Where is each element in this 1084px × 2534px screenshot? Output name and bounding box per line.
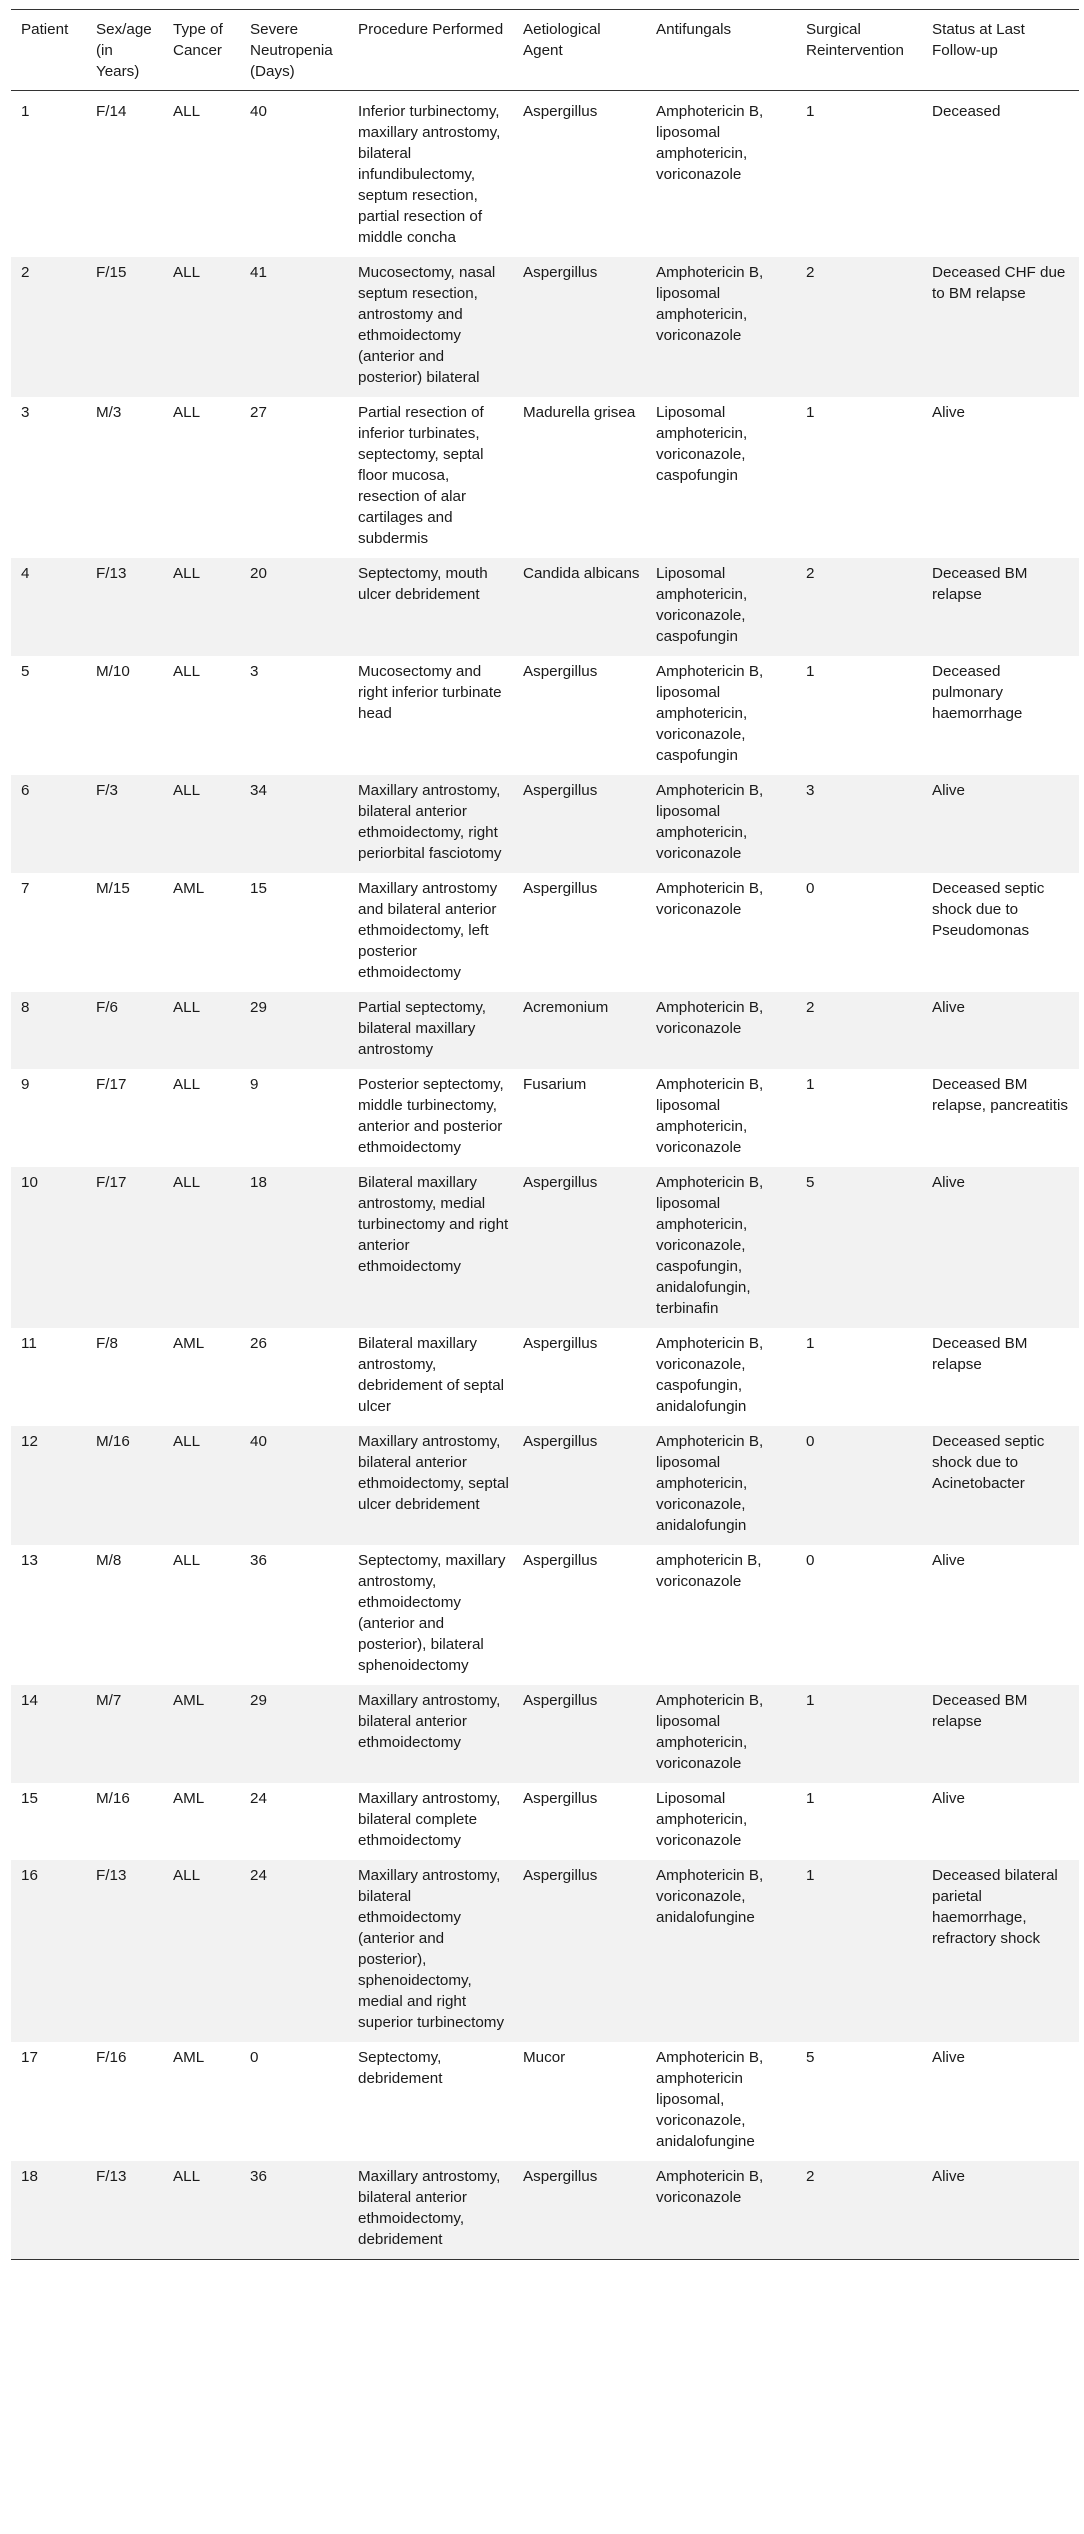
cell-procedure: Maxillary antrostomy, bilateral anterior ethmoidectomy, debridement	[348, 2161, 513, 2260]
cell-procedure: Mucosectomy, nasal septum resection, antrostomy and ethmoidectomy (anterior and posterior) bilateral	[348, 257, 513, 397]
cell-cancer-type: ALL	[163, 257, 240, 397]
cell-procedure: Bilateral maxillary antrostomy, debridement of septal ulcer	[358, 1335, 505, 1415]
cell-sex-age: F/8	[96, 1335, 118, 1352]
cell-patient: 11	[21, 1335, 37, 1352]
cell-antifungals: Liposomal amphotericin, voriconazole	[656, 1790, 748, 1849]
cell-patient: 15	[21, 1790, 38, 1807]
cell-status: Deceased BM relapse	[922, 1685, 1079, 1783]
cell-neutropenia: 20	[240, 558, 348, 656]
cell-procedure: Septectomy, debridement	[358, 2049, 443, 2087]
cell-procedure: Bilateral maxillary antrostomy, medial turbinectomy and right anterior ethmoidectomy	[348, 1167, 513, 1328]
cell-procedure: Inferior turbinectomy, maxillary antrostomy, bilateral infundibulectomy, septum resection, partial resection of middle concha	[358, 103, 501, 246]
table-row	[11, 656, 1079, 775]
cell-procedure: Septectomy, mouth ulcer debridement	[348, 558, 513, 656]
cell-patient: 6	[11, 775, 86, 873]
cell-reintervention: 1	[806, 404, 815, 421]
cell-antifungals: Amphotericin B, liposomal amphotericin, voriconazole	[656, 103, 764, 183]
cell-antifungals: Amphotericin B, liposomal amphotericin, voriconazole	[646, 1685, 796, 1783]
cell-cancer-type: ALL	[163, 775, 240, 873]
cell-cancer-type: ALL	[163, 992, 240, 1069]
cell-agent: Aspergillus	[523, 880, 598, 897]
cell-patient: 12	[11, 1426, 86, 1545]
cell-status: Deceased pulmonary haemorrhage	[932, 663, 1023, 722]
cell-procedure: Posterior septectomy, middle turbinectomy, anterior and posterior ethmoidectomy	[358, 1076, 504, 1156]
cell-status: Alive	[932, 404, 965, 421]
cell-reintervention: 1	[796, 1860, 922, 2042]
cell-reintervention: 5	[796, 1167, 922, 1328]
cell-neutropenia: 24	[250, 1790, 267, 1807]
table-row	[11, 1167, 1079, 1328]
cell-agent: Aspergillus	[513, 1167, 646, 1328]
cell-sex-age: M/3	[96, 404, 122, 421]
cell-reintervention: 0	[806, 880, 815, 897]
cell-neutropenia: 36	[240, 2161, 348, 2260]
cell-patient: 18	[11, 2161, 86, 2260]
cell-sex-age: F/14	[96, 103, 127, 120]
cell-sex-age: M/7	[86, 1685, 163, 1783]
cell-sex-age: M/15	[96, 880, 130, 897]
cell-reintervention: 2	[796, 558, 922, 656]
cell-procedure: Maxillary antrostomy, bilateral anterior ethmoidectomy, septal ulcer debridement	[348, 1426, 513, 1545]
cell-antifungals: Amphotericin B, amphotericin liposomal, voriconazole, anidalofungine	[656, 2049, 764, 2150]
cell-patient: 1	[21, 103, 30, 120]
header-sex-age: Sex/age (in Years)	[96, 21, 152, 80]
cell-agent: Mucor	[523, 2049, 566, 2066]
cell-neutropenia: 36	[250, 1552, 267, 1569]
cell-patient: 13	[21, 1552, 38, 1569]
cell-neutropenia: 27	[250, 404, 267, 421]
cell-agent: Aspergillus	[513, 2161, 646, 2260]
cell-neutropenia: 29	[240, 992, 348, 1069]
cell-cancer-type: AML	[163, 1685, 240, 1783]
cell-status: Alive	[922, 1167, 1079, 1328]
cell-agent: Candida albicans	[513, 558, 646, 656]
cell-cancer-type: ALL	[173, 1552, 201, 1569]
cell-reintervention: 0	[806, 1552, 815, 1569]
cell-procedure: Septectomy, maxillary antrostomy, ethmoidectomy (anterior and posterior), bilateral sphenoidectomy	[358, 1552, 506, 1674]
cell-procedure: Maxillary antrostomy, bilateral anterior ethmoidectomy	[348, 1685, 513, 1783]
cell-patient: 4	[11, 558, 86, 656]
cell-status: Deceased bilateral parietal haemorrhage, refractory shock	[922, 1860, 1079, 2042]
cell-agent: Acremonium	[513, 992, 646, 1069]
header-neutropenia: Severe Neutropenia (Days)	[250, 21, 333, 80]
cell-agent: Aspergillus	[523, 1552, 598, 1569]
cell-neutropenia: 29	[240, 1685, 348, 1783]
cell-reintervention: 1	[806, 663, 815, 680]
cell-neutropenia: 40	[250, 103, 267, 120]
cell-sex-age: M/16	[96, 1790, 130, 1807]
header-status: Status at Last Follow-up	[932, 21, 1025, 59]
cell-sex-age: F/16	[96, 2049, 127, 2066]
cell-sex-age: F/3	[86, 775, 163, 873]
cell-status: Deceased septic shock due to Acinetobacter	[922, 1426, 1079, 1545]
cell-procedure: Partial resection of inferior turbinates, septectomy, septal floor mucosa, resection of alar cartilages and subdermis	[358, 404, 484, 547]
cell-cancer-type: ALL	[173, 404, 201, 421]
cell-neutropenia: 34	[240, 775, 348, 873]
cell-reintervention: 1	[796, 1685, 922, 1783]
cell-agent: Fusarium	[523, 1076, 587, 1093]
cell-sex-age: F/13	[86, 2161, 163, 2260]
cell-procedure: Maxillary antrostomy, bilateral anterior ethmoidectomy, right periorbital fasciotomy	[348, 775, 513, 873]
cell-procedure: Partial septectomy, bilateral maxillary antrostomy	[348, 992, 513, 1069]
table-row	[11, 775, 1079, 873]
header-procedure: Procedure Performed	[358, 21, 504, 38]
cell-cancer-type: ALL	[163, 558, 240, 656]
cell-antifungals: amphotericin B, voriconazole	[656, 1552, 762, 1590]
cell-agent: Aspergillus	[513, 1860, 646, 2042]
cell-reintervention: 1	[806, 103, 815, 120]
cell-cancer-type: ALL	[163, 2161, 240, 2260]
cell-agent: Aspergillus	[513, 775, 646, 873]
table-container	[11, 9, 1079, 2260]
cell-patient: 3	[21, 404, 30, 421]
cell-cancer-type: ALL	[173, 1076, 201, 1093]
cell-status: Deceased	[932, 103, 1001, 120]
cell-patient: 5	[21, 663, 30, 680]
cell-status: Alive	[932, 1552, 965, 1569]
cell-agent: Aspergillus	[513, 1426, 646, 1545]
cell-procedure: Mucosectomy and right inferior turbinate head	[358, 663, 502, 722]
cell-agent: Aspergillus	[523, 103, 598, 120]
cell-agent: Aspergillus	[513, 1685, 646, 1783]
table-row	[11, 1328, 1079, 1426]
cell-status: Deceased BM relapse, pancreatitis	[932, 1076, 1068, 1114]
cell-sex-age: F/13	[86, 558, 163, 656]
cell-patient: 17	[21, 2049, 38, 2066]
table-row	[11, 91, 1079, 258]
cell-reintervention: 3	[796, 775, 922, 873]
cell-patient: 10	[11, 1167, 86, 1328]
cell-antifungals: Amphotericin B, voriconazole	[646, 2161, 796, 2260]
table-row	[11, 257, 1079, 397]
cell-neutropenia: 26	[250, 1335, 267, 1352]
cell-neutropenia: 9	[250, 1076, 259, 1093]
cell-patient: 8	[11, 992, 86, 1069]
cell-status: Deceased septic shock due to Pseudomonas	[932, 880, 1045, 939]
cell-antifungals: Amphotericin B, voriconazole	[646, 992, 796, 1069]
table-row	[11, 1545, 1079, 1685]
cell-reintervention: 1	[806, 1790, 815, 1807]
cell-cancer-type: ALL	[173, 103, 201, 120]
table-row	[11, 558, 1079, 656]
cell-sex-age: M/8	[96, 1552, 122, 1569]
cell-reintervention: 5	[806, 2049, 815, 2066]
table-row	[11, 1860, 1079, 2042]
cell-neutropenia: 24	[240, 1860, 348, 2042]
cell-procedure: Maxillary antrostomy and bilateral anterior ethmoidectomy, left posterior ethmoidectomy	[358, 880, 498, 981]
cell-status: Deceased CHF due to BM relapse	[922, 257, 1079, 397]
cell-agent: Aspergillus	[523, 1335, 598, 1352]
cell-agent: Aspergillus	[523, 1790, 598, 1807]
cell-antifungals: Amphotericin B, liposomal amphotericin, voriconazole	[646, 775, 796, 873]
cell-cancer-type: AML	[173, 1790, 205, 1807]
header-row	[11, 10, 1079, 91]
table-row	[11, 2161, 1079, 2260]
cell-status: Alive	[932, 2049, 965, 2066]
cell-status: Alive	[932, 1790, 965, 1807]
cell-reintervention: 2	[796, 257, 922, 397]
cell-neutropenia: 3	[250, 663, 259, 680]
cell-procedure: Maxillary antrostomy, bilateral complete ethmoidectomy	[358, 1790, 501, 1849]
cell-antifungals: Amphotericin B, voriconazole, anidalofungine	[646, 1860, 796, 2042]
cell-antifungals: Amphotericin B, liposomal amphotericin, voriconazole	[646, 257, 796, 397]
header-antifungals: Antifungals	[656, 21, 732, 38]
cell-agent: Aspergillus	[523, 663, 598, 680]
cell-patient: 16	[11, 1860, 86, 2042]
header-cancer-type: Type of Cancer	[173, 21, 223, 59]
cell-cancer-type: AML	[173, 2049, 205, 2066]
cell-status: Alive	[922, 2161, 1079, 2260]
cell-cancer-type: ALL	[173, 663, 201, 680]
cell-antifungals: Amphotericin B, voriconazole	[656, 880, 764, 918]
table-row	[11, 1685, 1079, 1783]
cell-sex-age: M/16	[86, 1426, 163, 1545]
cell-sex-age: M/10	[96, 663, 130, 680]
header-patient: Patient	[21, 21, 69, 38]
cell-reintervention: 2	[796, 2161, 922, 2260]
cell-status: Alive	[922, 992, 1079, 1069]
cell-cancer-type: ALL	[163, 1426, 240, 1545]
cell-neutropenia: 41	[240, 257, 348, 397]
cell-antifungals: Amphotericin B, voriconazole, caspofungin, anidalofungin	[656, 1335, 764, 1415]
table-row	[11, 2042, 1079, 2161]
cell-status: Deceased BM relapse	[932, 1335, 1028, 1373]
cell-antifungals: Amphotericin B, liposomal amphotericin, voriconazole, caspofungin	[656, 663, 764, 764]
cell-patient: 9	[21, 1076, 30, 1093]
table-row	[11, 1069, 1079, 1167]
cell-patient: 7	[21, 880, 30, 897]
cell-patient: 2	[11, 257, 86, 397]
table-row	[11, 873, 1079, 992]
cell-status: Alive	[922, 775, 1079, 873]
cell-neutropenia: 15	[250, 880, 267, 897]
table-row	[11, 992, 1079, 1069]
cell-agent: Aspergillus	[513, 257, 646, 397]
table-row	[11, 1783, 1079, 1860]
cell-antifungals: Amphotericin B, liposomal amphotericin, voriconazole, caspofungin, anidalofungin, terbinafin	[646, 1167, 796, 1328]
cell-cancer-type: AML	[173, 1335, 205, 1352]
cell-sex-age: F/17	[96, 1076, 127, 1093]
cell-patient: 14	[11, 1685, 86, 1783]
cell-antifungals: Amphotericin B, liposomal amphotericin, voriconazole, anidalofungin	[646, 1426, 796, 1545]
cell-sex-age: F/6	[86, 992, 163, 1069]
cell-cancer-type: ALL	[163, 1167, 240, 1328]
cell-reintervention: 1	[806, 1076, 815, 1093]
cell-antifungals: Liposomal amphotericin, voriconazole, caspofungin	[646, 558, 796, 656]
header-agent: Aetiological Agent	[523, 21, 601, 59]
cell-procedure: Maxillary antrostomy, bilateral ethmoidectomy (anterior and posterior), sphenoidectomy, medial and right superior turbinectomy	[348, 1860, 513, 2042]
cell-antifungals: Amphotericin B, liposomal amphotericin, voriconazole	[656, 1076, 764, 1156]
cell-reintervention: 2	[796, 992, 922, 1069]
cell-neutropenia: 18	[240, 1167, 348, 1328]
cell-sex-age: F/15	[86, 257, 163, 397]
header-reintervention: Surgical Reintervention	[806, 21, 904, 59]
table-row	[11, 397, 1079, 558]
cell-neutropenia: 40	[240, 1426, 348, 1545]
cell-cancer-type: ALL	[163, 1860, 240, 2042]
cell-antifungals: Liposomal amphotericin, voriconazole, caspofungin	[656, 404, 748, 484]
cell-neutropenia: 0	[250, 2049, 259, 2066]
cell-sex-age: F/17	[86, 1167, 163, 1328]
cell-sex-age: F/13	[86, 1860, 163, 2042]
cell-status: Deceased BM relapse	[922, 558, 1079, 656]
patient-table	[11, 9, 1079, 2260]
table-row	[11, 1426, 1079, 1545]
cell-agent: Madurella grisea	[523, 404, 636, 421]
cell-reintervention: 1	[806, 1335, 815, 1352]
cell-cancer-type: AML	[173, 880, 205, 897]
cell-reintervention: 0	[796, 1426, 922, 1545]
